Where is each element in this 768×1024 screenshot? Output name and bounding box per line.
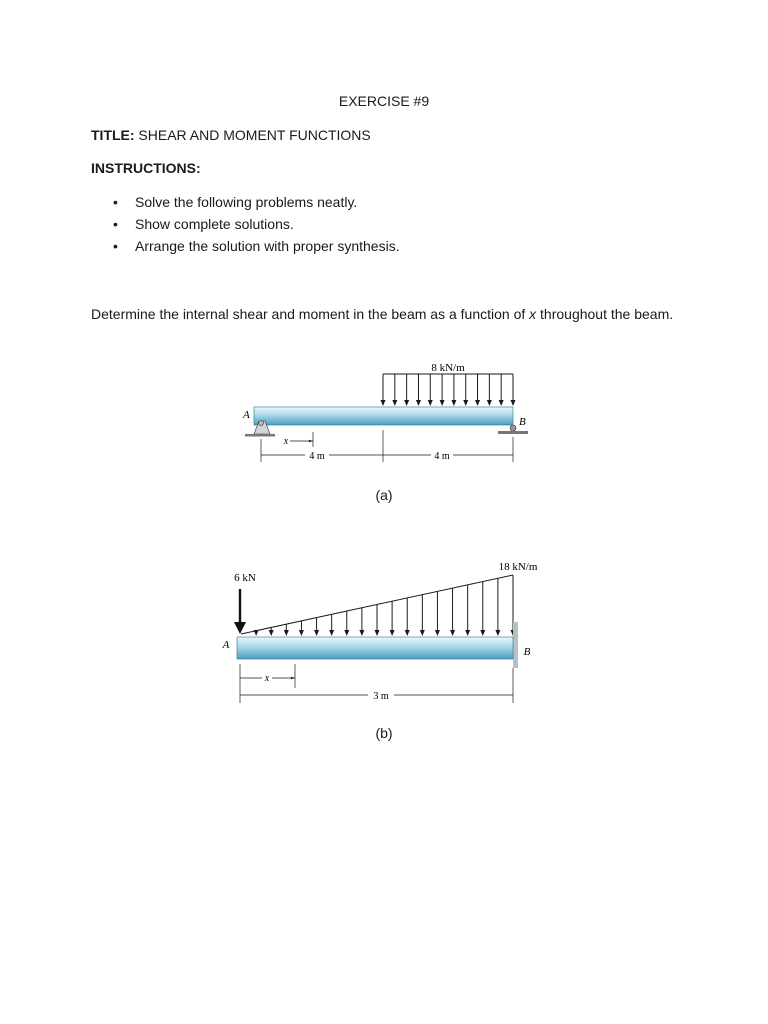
x-label-a: x [283, 436, 289, 447]
exercise-heading: EXERCISE #9 [338, 93, 430, 109]
point-load-arrow-icon [234, 622, 246, 634]
dim-left: 4 m [309, 451, 325, 462]
load-arrowhead [428, 400, 433, 406]
load-arrowhead [495, 630, 500, 636]
caption-b: (b) [375, 725, 393, 741]
problem-text-end: throughout the beam. [536, 306, 674, 322]
figure-a-diagram [230, 355, 540, 465]
load-arrowhead [299, 630, 304, 636]
figure-b-diagram [215, 555, 560, 705]
load-arrowhead [416, 400, 421, 406]
load-arrowhead [475, 400, 480, 406]
load-arrowhead [381, 400, 386, 406]
problem-text-start: Determine the internal shear and moment in the beam as a function of [91, 306, 530, 322]
load-arrowhead [404, 400, 409, 406]
load-arrowhead [314, 630, 319, 636]
distributed-load-arrows [381, 374, 516, 406]
load-arrowhead [420, 630, 425, 636]
load-arrowhead [435, 630, 440, 636]
title-line [91, 127, 371, 143]
load-arrowhead [254, 630, 259, 636]
load-arrowhead [344, 630, 349, 636]
label-b: B [519, 416, 526, 428]
load-arrowhead [463, 400, 468, 406]
load-arrowhead [511, 400, 516, 406]
label-a-b: A [222, 639, 230, 651]
load-arrowhead [329, 630, 334, 636]
load-arrowhead [269, 630, 274, 636]
caption-a: (a) [375, 487, 393, 503]
beam-a [254, 407, 513, 425]
load-arrowhead [451, 400, 456, 406]
load-label-a: 8 kN/m [431, 362, 465, 374]
label-b-b: B [523, 646, 531, 658]
problem-statement [91, 305, 691, 323]
load-arrowhead [499, 400, 504, 406]
problem-variable: x [529, 306, 537, 322]
fixed-wall-icon [513, 622, 518, 668]
x-label-b: x [264, 673, 270, 684]
instructions-list [91, 194, 400, 260]
instructions-heading: INSTRUCTIONS: [91, 160, 201, 176]
title-text: SHEAR AND MOMENT FUNCTIONS [134, 127, 371, 143]
load-label-b: 18 kN/m [498, 561, 538, 573]
load-arrowhead [440, 400, 445, 406]
list-item: • Show complete solutions. [91, 216, 400, 238]
load-arrowhead [465, 630, 470, 636]
list-item: • Solve the following problems neatly. [91, 194, 400, 216]
load-arrowhead [284, 630, 289, 636]
load-arrowhead [359, 630, 364, 636]
triangular-load-arrows [254, 575, 516, 636]
load-arrowhead [390, 630, 395, 636]
load-arrowhead [375, 630, 380, 636]
load-arrowhead [480, 630, 485, 636]
point-load-label: 6 kN [234, 572, 256, 584]
dim-right: 4 m [434, 451, 450, 462]
load-arrowhead [405, 630, 410, 636]
beam-b [237, 637, 513, 659]
title-label: TITLE: [91, 127, 135, 143]
load-arrowhead [450, 630, 455, 636]
list-item: • Arrange the solution with proper synthesis. [91, 238, 400, 260]
load-arrowhead [392, 400, 397, 406]
load-arrowhead [487, 400, 492, 406]
dim-3m: 3 m [373, 691, 389, 702]
label-a: A [243, 409, 250, 421]
